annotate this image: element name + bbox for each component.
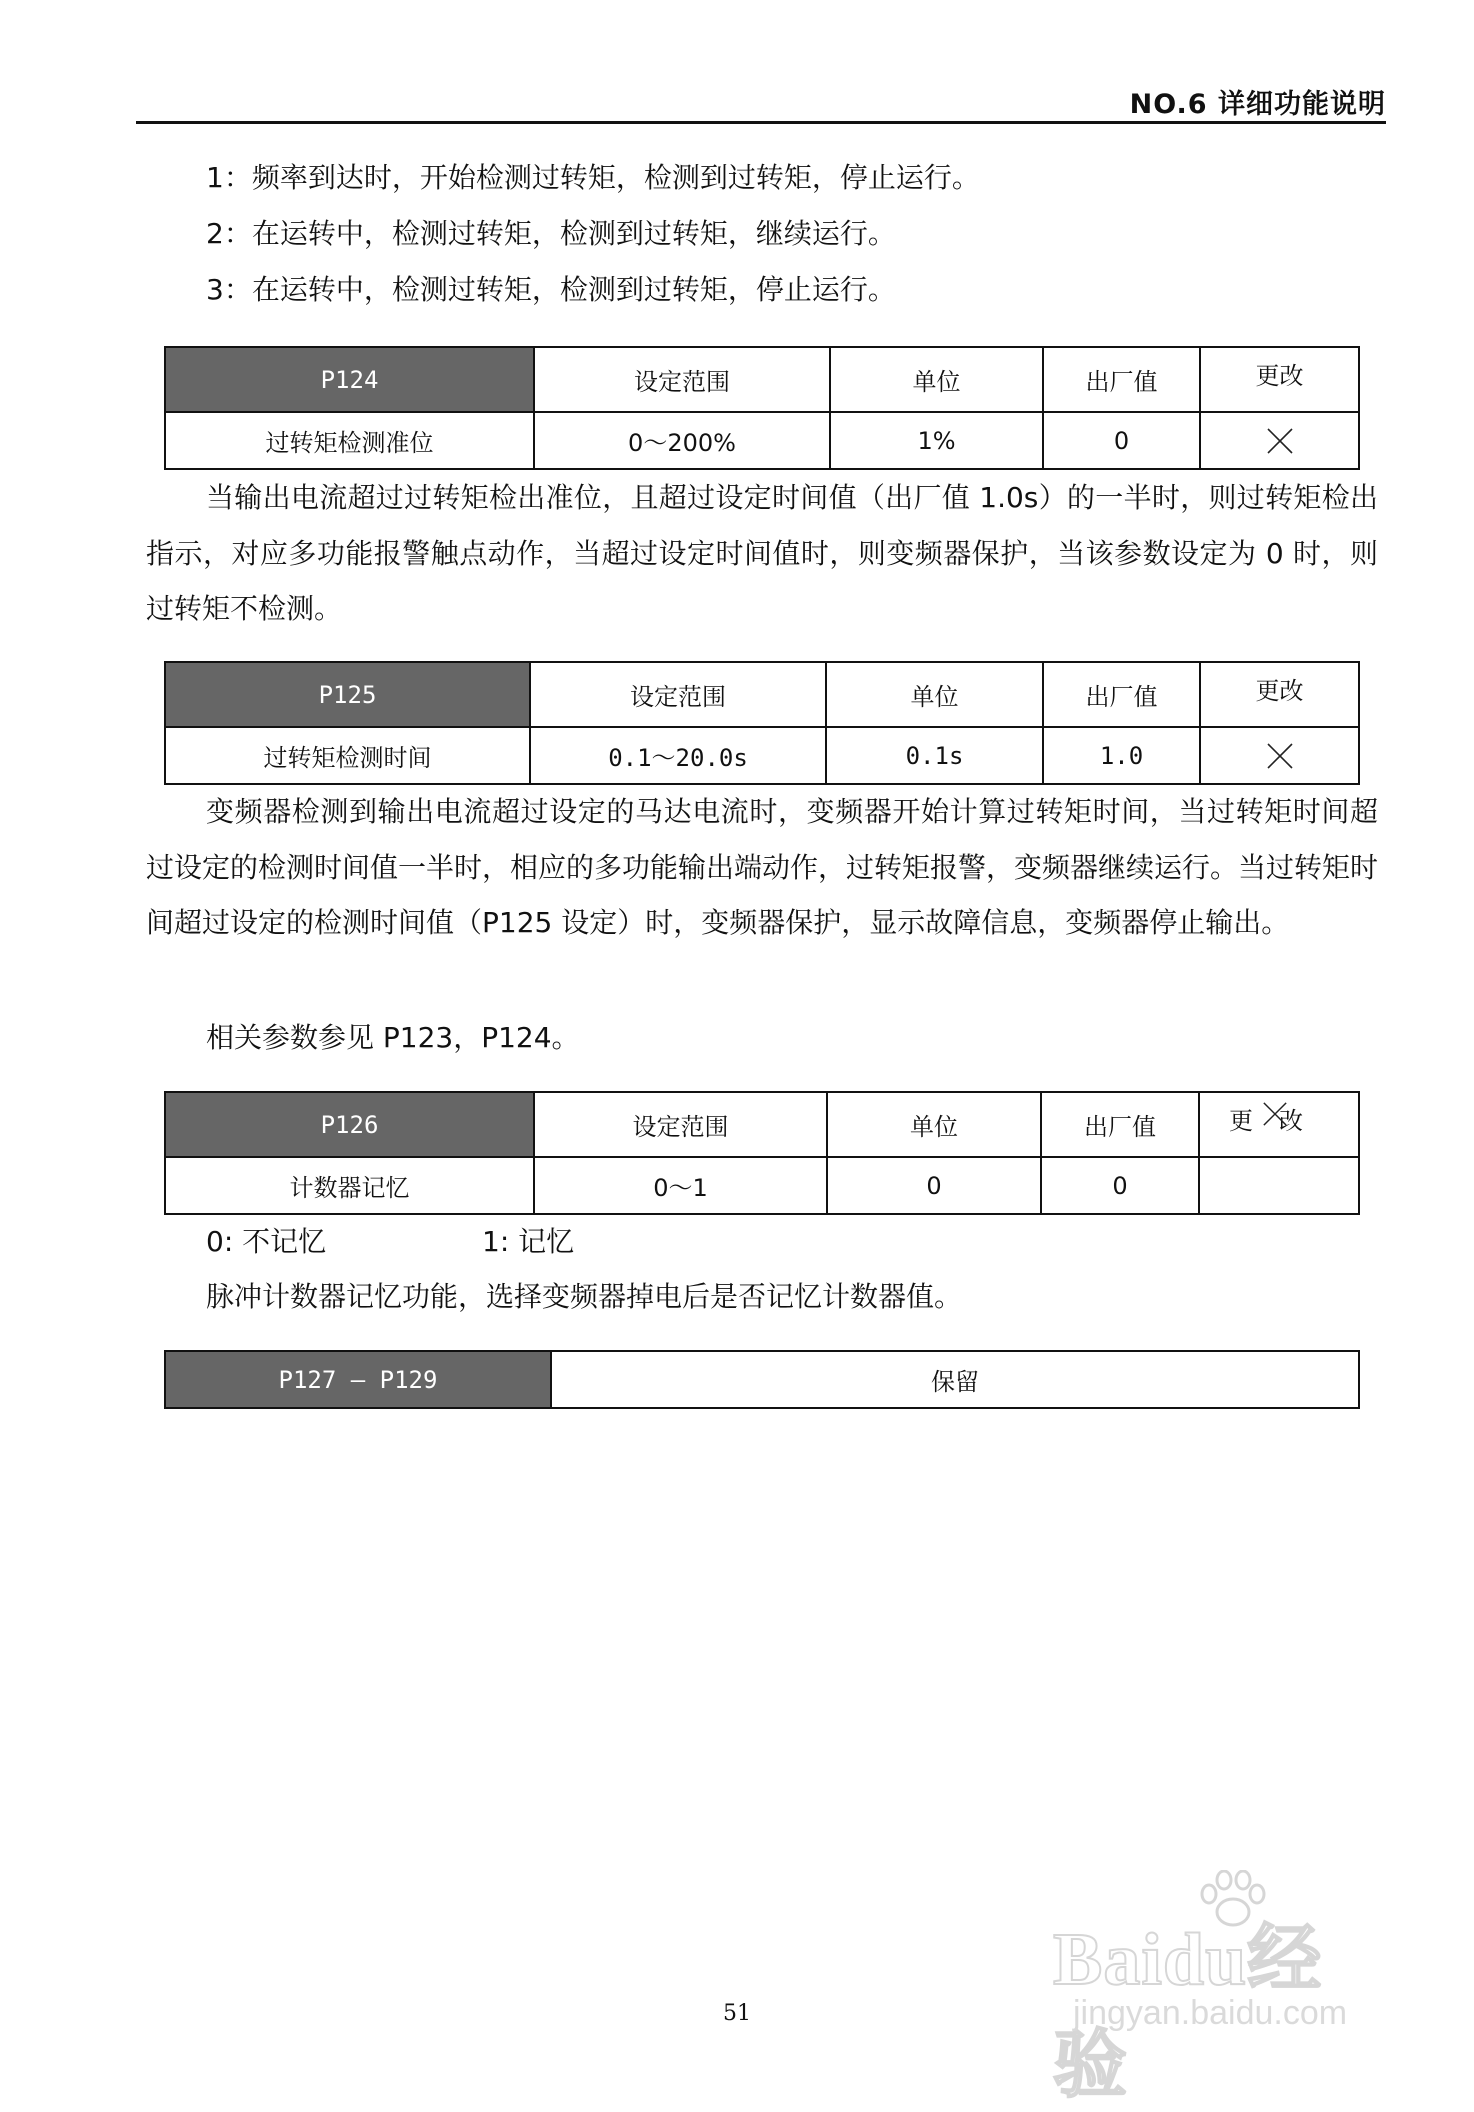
param-range: 0～1: [534, 1157, 827, 1214]
col-header-default: 出厂值: [1043, 347, 1200, 412]
param-table-p127-p129: [164, 1350, 1360, 1409]
param-change-cell: [1200, 412, 1359, 469]
col-header-unit: 单位: [827, 1092, 1041, 1157]
col-header-default: 出厂值: [1043, 662, 1200, 727]
param-default: 0: [1041, 1157, 1199, 1214]
col-header-change-label: 更改: [1229, 1107, 1329, 1135]
col-header-range: 设定范围: [534, 347, 830, 412]
col-header-change: 更改: [1200, 347, 1359, 412]
param-name: 过转矩检测准位: [165, 412, 534, 469]
reserved-value: 保留: [551, 1351, 1359, 1408]
param-range: 0.1～20.0s: [530, 727, 826, 784]
col-header-default: 出厂值: [1041, 1092, 1199, 1157]
param-code: P125: [165, 662, 530, 727]
p124-description: 当输出电流超过过转矩检出准位，且超过设定时间值（出厂值 1.0s）的一半时，则过转矩检出指示，对应多功能报警触点动作，当超过设定时间值时，则变频器保护，当该参数设定为 0 时，则过转矩不检测。: [146, 481, 1378, 625]
param-code: P124: [165, 347, 534, 412]
watermark-sub-text: jingyan.baidu.com: [1073, 1994, 1348, 2032]
param-range: 0～200%: [534, 412, 830, 469]
param-change-cell: [1199, 1157, 1359, 1214]
list-item-3: 3：在运转中，检测过转矩，检测到过转矩，停止运行。: [206, 273, 896, 306]
param-default: 0: [1043, 412, 1200, 469]
not-changeable-x-icon: [1266, 742, 1294, 770]
param-code: P126: [165, 1092, 534, 1157]
watermark-main-text: Baidu经验: [1053, 1919, 1323, 2107]
col-header-range: 设定范围: [534, 1092, 827, 1157]
p125-description: 变频器检测到输出电流超过设定的马达电流时，变频器开始计算过转矩时间，当过转矩时间超过设定的检测时间值一半时，相应的多功能输出端动作，过转矩报警，变频器继续运行。当过转矩时间超过设定的检测时间值（P125 设定）时，变频器保护，显示故障信息，变频器停止输出。: [146, 795, 1379, 939]
param-change-cell: [1200, 727, 1359, 784]
header-rule: [136, 121, 1386, 124]
not-changeable-x-icon: [1262, 1101, 1288, 1127]
param-name: 过转矩检测时间: [165, 727, 530, 784]
not-changeable-x-icon: [1266, 427, 1294, 455]
param-table-p124: [164, 346, 1360, 470]
param-default: 1.0: [1043, 727, 1200, 784]
p126-description: 脉冲计数器记忆功能，选择变频器掉电后是否记忆计数器值。: [206, 1280, 963, 1313]
page-number: 51: [723, 2001, 751, 2026]
col-header-range: 设定范围: [530, 662, 826, 727]
col-header-change: 更改: [1200, 662, 1359, 727]
col-header-change: [1199, 1092, 1359, 1157]
param-unit: 0: [827, 1157, 1041, 1214]
param-name: 计数器记忆: [165, 1157, 534, 1214]
p125-related-params: 相关参数参见 P123，P124。: [206, 1021, 580, 1054]
section-header-title: NO.6 详细功能说明: [1129, 89, 1386, 120]
param-table-p126: [164, 1091, 1360, 1215]
col-header-unit: 单位: [826, 662, 1043, 727]
list-item-1: 1：频率到达时，开始检测过转矩，检测到过转矩，停止运行。: [206, 161, 980, 194]
param-unit: 0.1s: [826, 727, 1043, 784]
baidu-watermark: [1043, 1870, 1383, 2107]
param-table-p125: [164, 661, 1360, 785]
p126-option-0: 0: 不记忆: [206, 1225, 327, 1258]
param-unit: 1%: [830, 412, 1043, 469]
list-item-2: 2：在运转中，检测过转矩，检测到过转矩，继续运行。: [206, 217, 896, 250]
col-header-unit: 单位: [830, 347, 1043, 412]
param-code: P127 – P129: [165, 1351, 551, 1408]
p126-option-1: 1: 记忆: [482, 1225, 575, 1258]
